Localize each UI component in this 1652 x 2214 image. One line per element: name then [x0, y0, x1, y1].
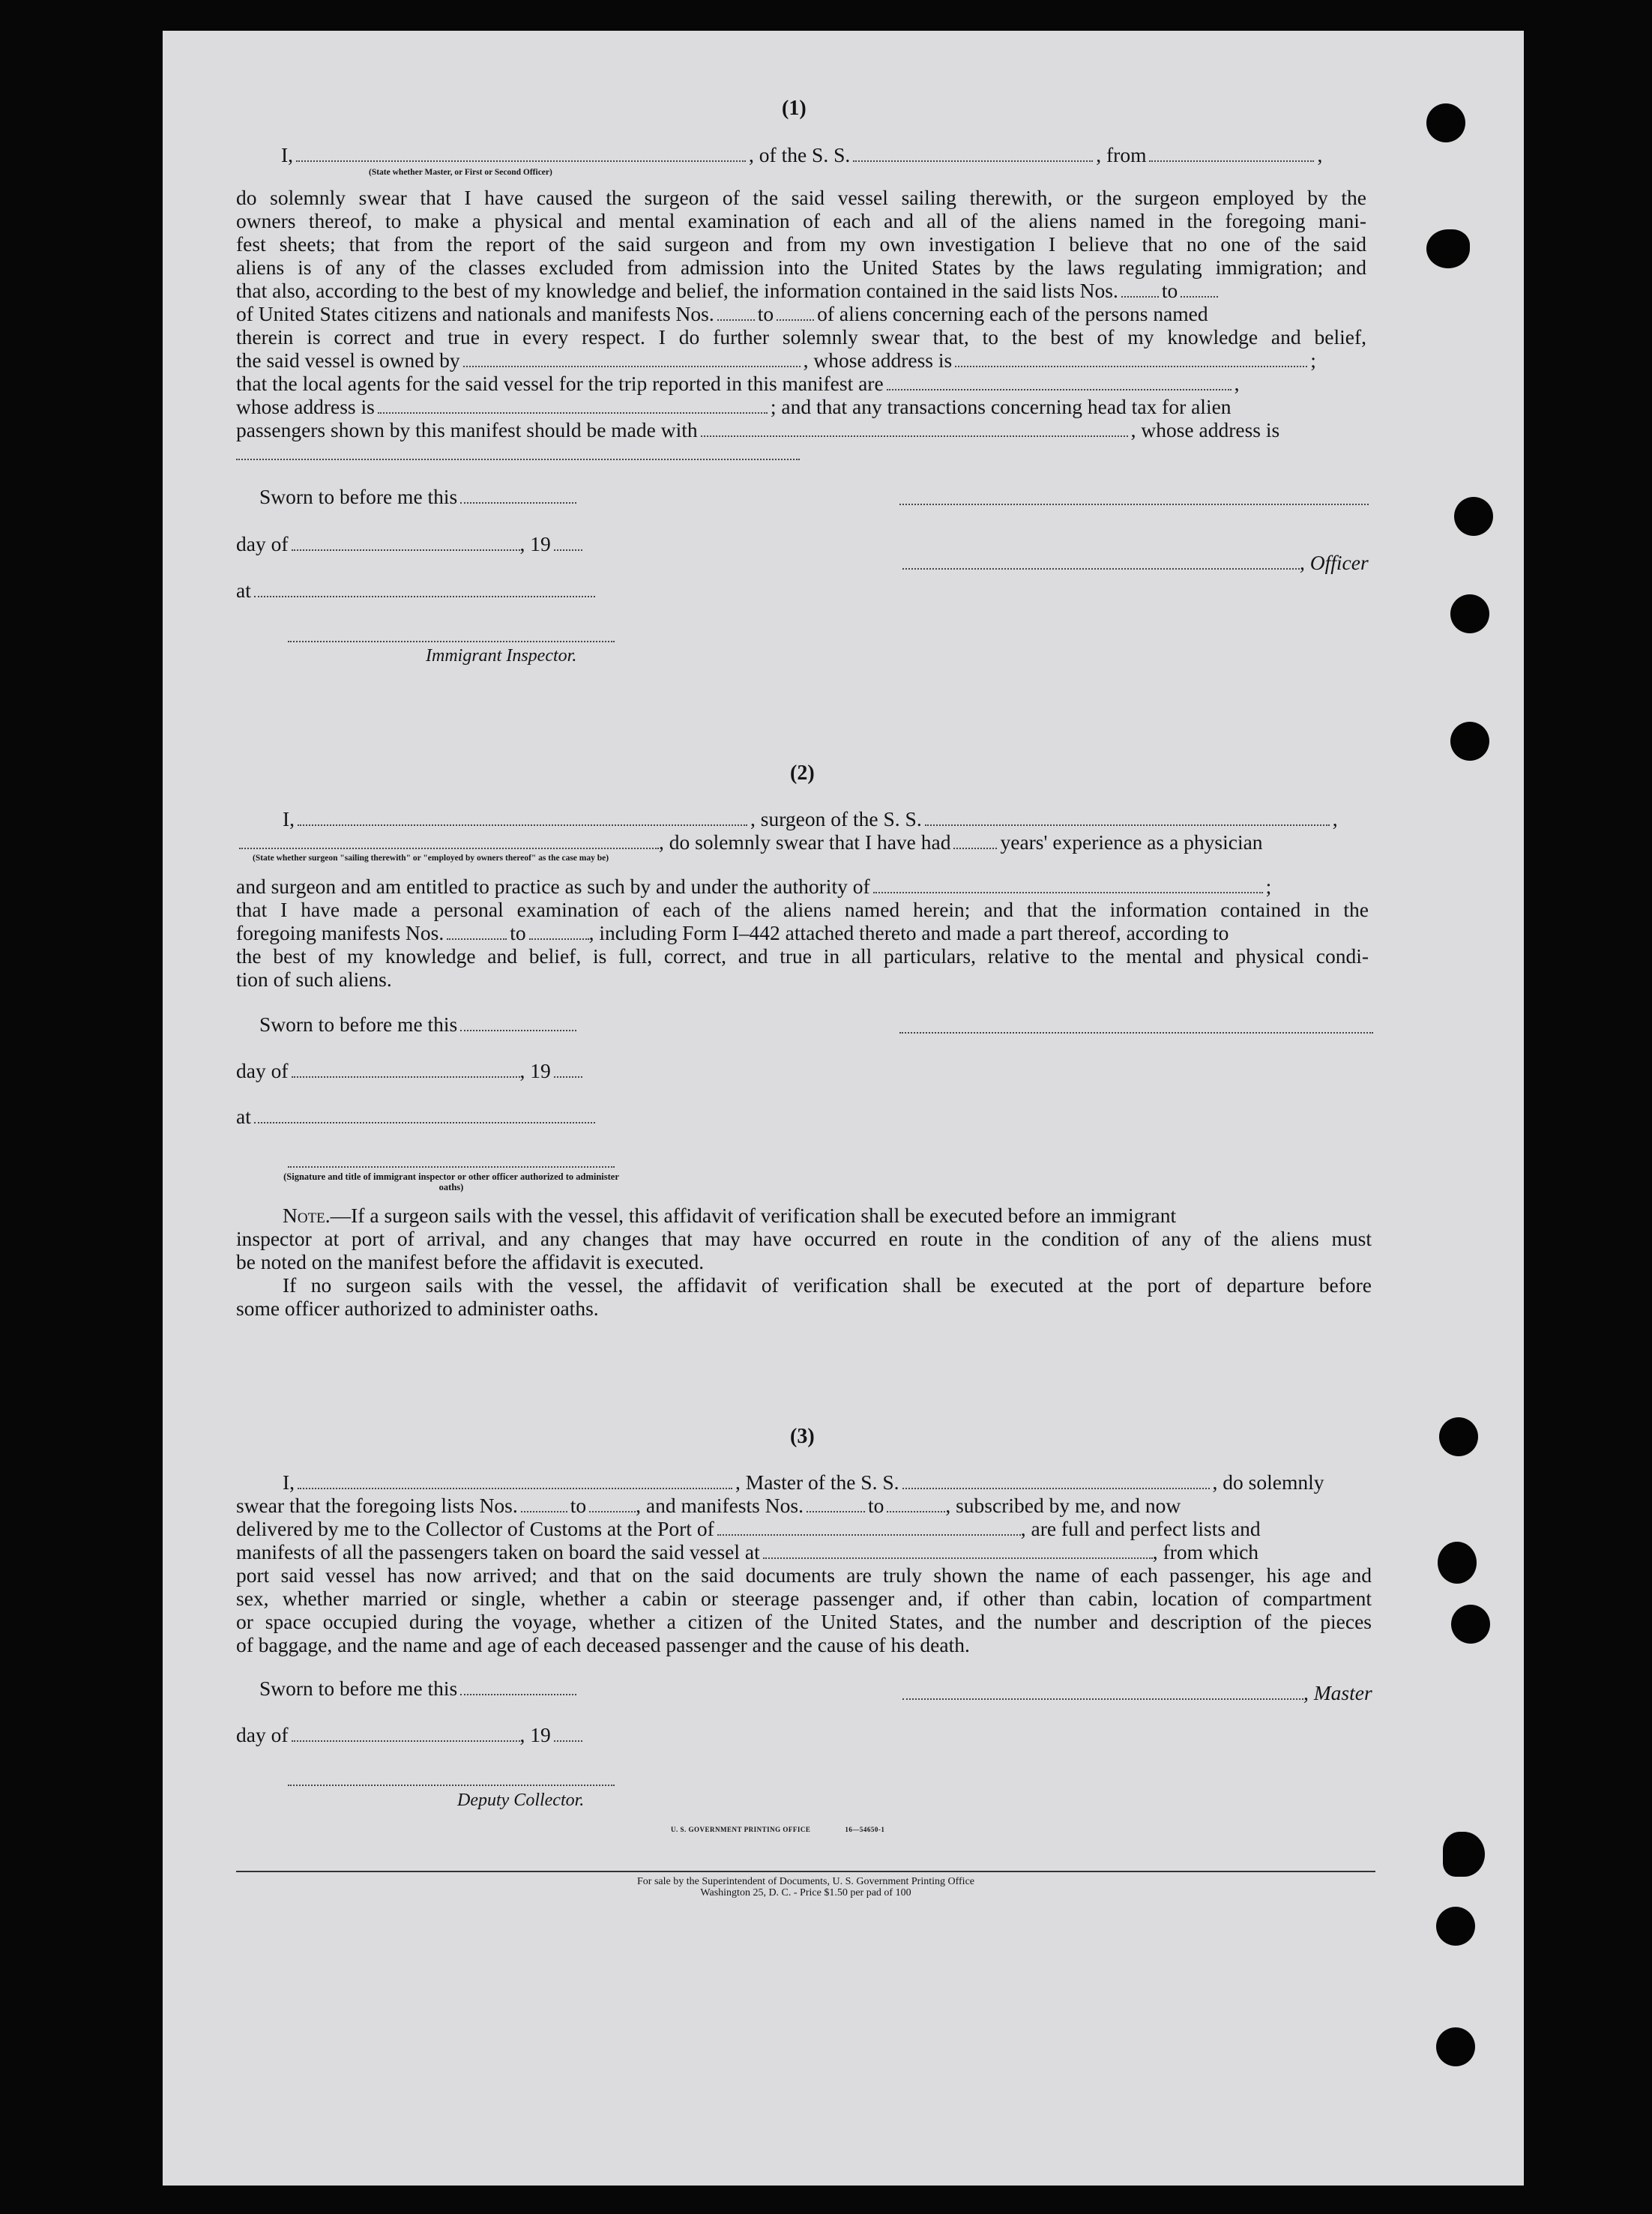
body-line — [236, 875, 1271, 899]
sworn-line — [259, 486, 579, 509]
officer-name-field[interactable] — [296, 160, 746, 162]
inspector-label — [426, 645, 576, 668]
punch-hole — [1438, 1542, 1477, 1584]
surgeon-name-field[interactable] — [298, 824, 747, 826]
text: to — [867, 1494, 884, 1517]
collector-label — [457, 1789, 584, 1812]
authorized-officer-signature-line[interactable] — [288, 1166, 615, 1168]
lists-to-field[interactable] — [1181, 295, 1218, 298]
years-field[interactable] — [953, 847, 997, 849]
body-line: tion of such aliens. — [236, 968, 392, 991]
day-line — [236, 533, 585, 556]
text: ; — [1265, 875, 1272, 898]
body-line: therein is correct and true in every respect. I do further solemnly swear that, to the best of my knowledge and belief, — [236, 325, 1366, 349]
lists-from-field[interactable] — [1121, 295, 1159, 298]
officer-signature-line[interactable] — [899, 504, 1369, 505]
text: , and manifests Nos. — [636, 1494, 804, 1517]
text: ; — [1310, 349, 1316, 372]
body-line — [236, 1518, 1261, 1541]
note-line — [283, 1204, 1176, 1228]
text: , including Form I–442 attached thereto and made a part thereof, according to — [588, 921, 1229, 944]
text: I, — [283, 1471, 295, 1494]
body-line — [236, 303, 1208, 326]
day-line — [236, 1724, 585, 1747]
manifests-from-field[interactable] — [717, 319, 755, 321]
text: to — [757, 302, 774, 325]
punch-hole — [1450, 594, 1489, 633]
text: to — [570, 1494, 587, 1517]
owner-field[interactable] — [463, 365, 801, 367]
sworn-line — [259, 1013, 579, 1037]
body-line: sex, whether married or single, whether a cabin or steerage passenger and, if other than cabin, location of compartment — [236, 1587, 1372, 1610]
text: , from which — [1152, 1540, 1259, 1563]
place-field[interactable] — [254, 1121, 595, 1123]
officer-rank-note: (State whether Master, or First or Second Officer) — [369, 168, 552, 177]
text: delivered by me to the Collector of Customs at the Port of — [236, 1517, 714, 1540]
embarkation-port-field[interactable] — [763, 1557, 1153, 1559]
text: , — [1234, 372, 1240, 395]
text: , are full and perfect lists and — [1020, 1517, 1261, 1540]
text: , do solemnly swear that I have had — [659, 830, 951, 854]
body-line: the best of my knowledge and belief, is full, correct, and true in all particulars, relative to the mental and physical condi- — [236, 944, 1369, 968]
text: Immigrant Inspector. — [426, 646, 577, 666]
text: day of — [236, 532, 289, 555]
year-field[interactable] — [554, 1076, 582, 1078]
text: to — [1161, 279, 1178, 302]
label-i: I, — [281, 143, 294, 166]
text: to — [510, 921, 526, 944]
punch-hole — [1426, 103, 1465, 142]
section-2-number: (2) — [790, 761, 815, 785]
body-line: aliens is of any of the classes excluded from admission into the United States by the laws regulating immigration; and — [236, 256, 1366, 279]
text: ; and that any transactions concerning head tax for alien — [770, 395, 1232, 418]
at-line — [236, 1106, 598, 1129]
text: , 19 — [519, 1059, 551, 1082]
note-line: If no surgeon sails with the vessel, the affidavit of verification shall be executed at the port of departure before — [283, 1273, 1372, 1297]
place-field[interactable] — [254, 595, 595, 597]
text: U. S. GOVERNMENT PRINTING OFFICE — [671, 1826, 811, 1833]
sworn-date-field[interactable] — [460, 1029, 576, 1031]
body-line — [236, 922, 1229, 945]
manifests-to-field[interactable] — [887, 1510, 945, 1512]
sale-line-2: Washington 25, D. C. - Price $1.50 per pad of 100 — [700, 1887, 911, 1898]
note-line: inspector at port of arrival, and any changes that may have occurred en route in the condition of any of the aliens must — [236, 1227, 1372, 1250]
signature-note: (Signature and title of immigrant inspector or other officer authorized to administer oaths) — [283, 1171, 619, 1192]
at-line — [236, 579, 598, 603]
text: Sworn to before me this — [259, 1677, 458, 1700]
text: day of — [236, 1059, 289, 1082]
text: Deputy Collector. — [457, 1791, 585, 1810]
text: passengers shown by this manifest should be made with — [236, 418, 698, 441]
text: , — [1332, 807, 1338, 830]
collector-signature-line[interactable] — [288, 1785, 615, 1786]
text: , subscribed by me, and now — [945, 1494, 1181, 1517]
owner-address-field[interactable] — [955, 365, 1307, 367]
text: at — [236, 579, 251, 602]
lists-from-field[interactable] — [521, 1510, 567, 1512]
sworn-line — [259, 1677, 579, 1701]
section-1-number: (1) — [782, 97, 807, 120]
surgeon-ship-field[interactable] — [925, 824, 1330, 826]
master-line-1 — [283, 1471, 1324, 1494]
agents-field[interactable] — [887, 388, 1232, 390]
text: , whose address is — [1130, 418, 1280, 441]
body-line: do solemnly swear that I have caused the surgeon of the said vessel sailing therewith, or the surgeon employed by the — [236, 186, 1366, 209]
comma: , — [1317, 143, 1323, 166]
text: years' experience as a physician — [1000, 830, 1263, 854]
text: of United States citizens and nationals and manifests Nos. — [236, 302, 714, 325]
month-field[interactable] — [292, 1076, 520, 1078]
text: and surgeon and am entitled to practice as such by and under the authority of — [236, 875, 870, 898]
note-line: some officer authorized to administer oaths. — [236, 1297, 599, 1320]
manifests-to-field[interactable] — [777, 319, 814, 321]
note-line: be noted on the manifest before the affidavit is executed. — [236, 1250, 705, 1273]
surgeon-status-field[interactable] — [239, 847, 659, 849]
punch-hole — [1439, 1417, 1478, 1456]
punch-hole — [1443, 1832, 1485, 1877]
body-line — [236, 280, 1221, 303]
surgeon-status-note: (State whether surgeon "sailing therewith" or "employed by owners thereof" as the case may be) — [253, 854, 609, 863]
body-line: port said vessel has now arrived; and that on the said documents are truly shown the name of each passenger, his age and — [236, 1563, 1372, 1587]
lists-to-field[interactable] — [589, 1510, 636, 1512]
surgeon-line-2 — [236, 831, 1263, 854]
text: at — [236, 1105, 251, 1128]
text: , do solemnly — [1212, 1471, 1324, 1494]
manifests-from-field[interactable] — [807, 1510, 865, 1512]
body-line — [236, 396, 1232, 419]
agents-address-field[interactable] — [378, 411, 768, 414]
punch-hole — [1451, 1605, 1490, 1644]
year-field[interactable] — [554, 549, 582, 551]
text: that the local agents for the said vessel for the trip reported in this manifest are — [236, 372, 884, 395]
master-name-field[interactable] — [298, 1487, 732, 1489]
head-tax-party-field[interactable] — [701, 435, 1128, 437]
inspector-signature-line[interactable] — [288, 641, 615, 642]
text: Sworn to before me this — [259, 485, 458, 508]
form-code: 16—54650-1 — [845, 1826, 885, 1833]
text: day of — [236, 1723, 289, 1746]
officer-line — [899, 552, 1369, 575]
sworn-date-field[interactable] — [460, 501, 576, 504]
address-continuation-line[interactable] — [236, 459, 800, 460]
text: foregoing manifests Nos. — [236, 921, 444, 944]
ship-name-field[interactable] — [853, 160, 1093, 162]
manifests-to-field[interactable] — [529, 938, 589, 940]
body-line: that I have made a personal examination of each of the aliens named herein; and that the information contained in the — [236, 898, 1369, 921]
text: I, — [283, 807, 295, 830]
body-line — [236, 349, 1316, 372]
text: , 19 — [519, 1723, 551, 1746]
body-line — [236, 419, 1279, 442]
text: swear that the foregoing lists Nos. — [236, 1494, 518, 1517]
month-field[interactable] — [292, 549, 520, 551]
affiant-line-1 — [281, 144, 1322, 167]
officer-title-field[interactable] — [902, 567, 1300, 570]
authority-field[interactable] — [873, 891, 1263, 893]
text: , whose address is — [803, 349, 953, 372]
body-line: owners thereof, to make a physical and mental examination of each and all of the aliens named in the foregoing mani- — [236, 209, 1366, 232]
body-line — [236, 372, 1240, 396]
text: , Master of the S. S. — [735, 1471, 899, 1494]
gpo-imprint — [671, 1824, 884, 1836]
surgeon-signature-line[interactable] — [899, 1032, 1373, 1034]
master-signature-field[interactable] — [902, 1698, 1303, 1700]
officer-label: , Officer — [1300, 551, 1369, 574]
text: the said vessel is owned by — [236, 349, 460, 372]
body-line — [236, 1494, 1181, 1518]
punch-hole — [1450, 722, 1489, 761]
sale-line-1: For sale by the Superintendent of Documents, U. S. Government Printing Office — [637, 1876, 974, 1887]
label-of-ss: , of the S. S. — [749, 143, 851, 166]
text: manifests of all the passengers taken on board the said vessel at — [236, 1540, 760, 1563]
body-line: fest sheets; that from the report of the said surgeon and from my own investigation I believe that no one of the said — [236, 232, 1366, 256]
punch-hole — [1454, 497, 1493, 536]
text: that also, according to the best of my knowledge and belief, the information contained in the said lists Nos. — [236, 279, 1118, 302]
master-label: , Master — [1303, 1681, 1372, 1704]
text: —If a surgeon sails with the vessel, this affidavit of verification shall be executed before an immigrant — [330, 1204, 1177, 1227]
footer-rule — [236, 1871, 1375, 1872]
note-label: Note. — [283, 1204, 331, 1227]
text: whose address is — [236, 395, 375, 418]
body-line — [236, 1541, 1258, 1564]
year-field[interactable] — [554, 1740, 582, 1742]
master-signature-line — [899, 1682, 1372, 1705]
body-line: of baggage, and the name and age of each deceased passenger and the cause of his death. — [236, 1633, 970, 1656]
manifests-from-field[interactable] — [447, 938, 507, 940]
text: of aliens concerning each of the persons named — [817, 302, 1208, 325]
month-field[interactable] — [292, 1740, 520, 1742]
text: Sworn to before me this — [259, 1013, 458, 1036]
master-ship-field[interactable] — [902, 1487, 1210, 1489]
text: , 19 — [519, 532, 551, 555]
collector-port-field[interactable] — [717, 1533, 1021, 1536]
departure-port-field[interactable] — [1149, 160, 1314, 162]
section-3-number: (3) — [790, 1425, 815, 1448]
punch-hole — [1436, 2027, 1475, 2066]
body-line: or space occupied during the voyage, whether a citizen of the United States, and the number and description of the pieces — [236, 1610, 1372, 1633]
punch-hole — [1436, 1907, 1475, 1946]
day-line — [236, 1060, 585, 1083]
surgeon-line-1 — [283, 808, 1338, 831]
text: , surgeon of the S. S. — [750, 807, 922, 830]
sworn-date-field[interactable] — [460, 1693, 576, 1695]
label-from: , from — [1096, 143, 1147, 166]
form-page — [163, 31, 1524, 2186]
punch-hole — [1426, 229, 1470, 268]
